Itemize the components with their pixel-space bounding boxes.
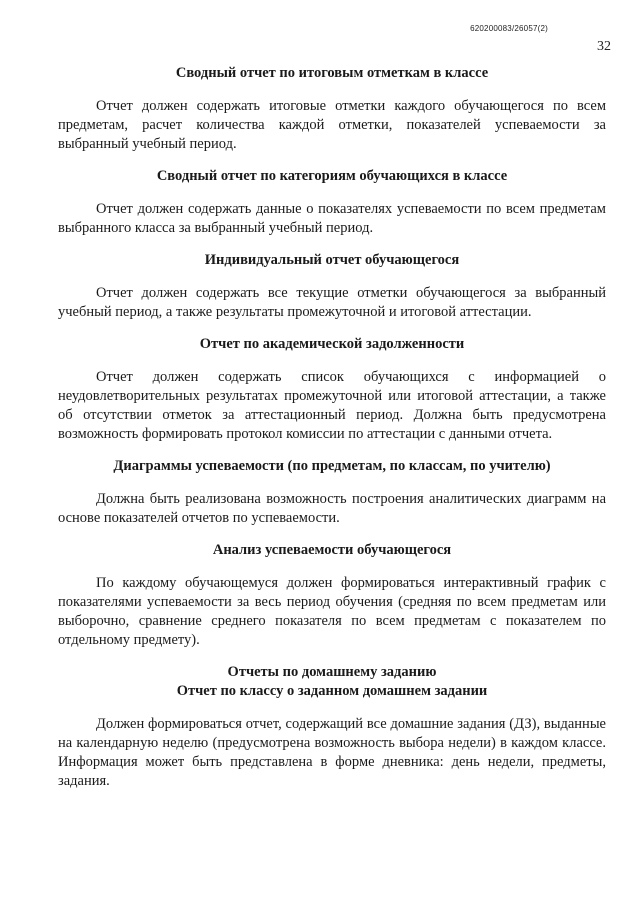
section-title	[58, 251, 606, 270]
section-title-line: Диаграммы успеваемости (по предметам, по классам, по учителю)	[113, 458, 551, 474]
section-title	[58, 541, 606, 560]
section-title	[58, 167, 606, 186]
section-individual-report	[58, 251, 606, 335]
section-student-categories-report	[58, 167, 606, 251]
section-paragraph: Отчет должен содержать все текущие отметки обучающегося за выбранный учебный период, а также результаты промежуточной и итоговой аттестации.	[58, 285, 606, 320]
section-title-line: Индивидуальный отчет обучающегося	[204, 252, 460, 268]
section-title-line: Анализ успеваемости обучающегося	[212, 542, 452, 558]
section-homework-reports	[58, 663, 606, 791]
section-paragraph: Должен формироваться отчет, содержащий все домашние задания (ДЗ), выданные на календарную неделю (предусмотрена возможность выбора недели) в каждом классе. Информация может быть представлена в форме дневника: день недели, предметы, задания.	[58, 716, 606, 789]
section-paragraph: По каждому обучающемуся должен формироваться интерактивный график с показателями успеваемости за весь период обучения (средняя по всем предметам или выборочно, сравнение среднего показателя по всем предметам с показателем по отдельному предмету).	[58, 575, 606, 648]
section-title-line: Сводный отчет по итоговым отметкам в классе	[175, 65, 489, 81]
section-paragraph: Отчет должен содержать данные о показателях успеваемости по всем предметам выбранного класса за выбранный учебный период.	[58, 201, 606, 236]
section-title-line: Сводный отчет по категориям обучающихся в классе	[156, 168, 508, 184]
section-paragraph: Должна быть реализована возможность построения аналитических диаграмм на основе показателей отчетов по успеваемости.	[58, 491, 606, 526]
section-performance-charts	[58, 457, 606, 541]
document-code: 620200083/26057(2)	[470, 24, 548, 33]
section-final-grades-report	[58, 64, 606, 167]
section-title	[58, 64, 606, 83]
section-student-performance-analysis	[58, 541, 606, 663]
section-academic-debt-report	[58, 335, 606, 457]
section-title-line: Отчеты по домашнему заданию	[227, 664, 437, 680]
section-subtitle-line: Отчет по классу о заданном домашнем задании	[176, 683, 488, 699]
document-body	[58, 64, 606, 791]
section-paragraph: Отчет должен содержать список обучающихся с информацией о неудовлетворительных результатах промежуточной или итоговой аттестации, а также об отсутствии отметок за аттестационный период. Должна быть предусмотрена возможность формировать протокол комиссии по аттестации с данными отчета.	[58, 369, 606, 442]
section-title	[58, 663, 606, 701]
section-paragraph: Отчет должен содержать итоговые отметки каждого обучающегося по всем предметам, расчет количества каждой отметки, показателей успеваемости за выбранный учебный период.	[58, 98, 606, 152]
section-title-line: Отчет по академической задолженности	[199, 336, 465, 352]
section-title	[58, 335, 606, 354]
section-title	[58, 457, 606, 476]
page-number: 32	[597, 39, 611, 54]
